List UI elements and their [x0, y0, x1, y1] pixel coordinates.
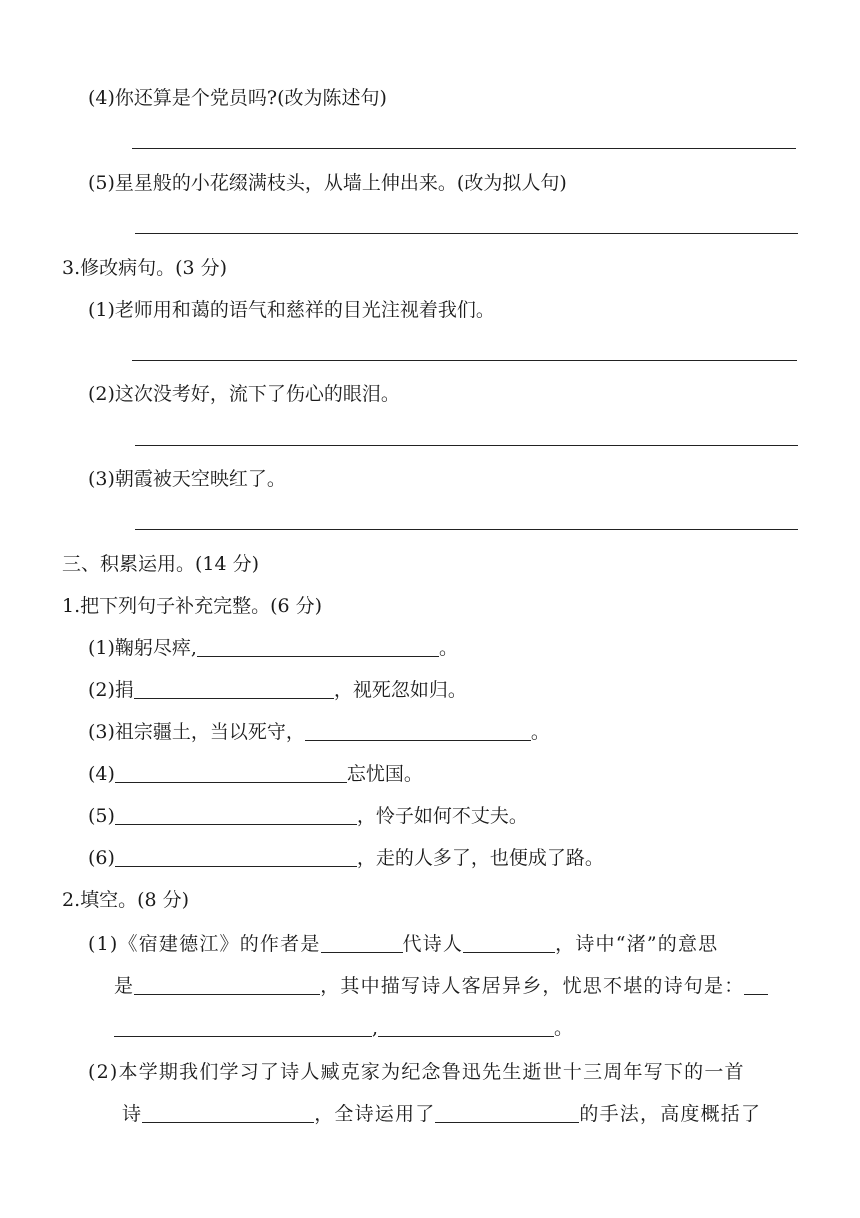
fill-para-1-line-2: 是 ，其中描写诗人客居异乡，忧思不堪的诗句是：	[114, 974, 768, 998]
fill-blank[interactable]	[435, 1104, 579, 1123]
question-3-heading: 3.修改病句。(3 分)	[62, 257, 228, 279]
fill-blank[interactable]	[744, 976, 768, 995]
answer-line[interactable]	[135, 233, 798, 234]
rewrite-item-5: (5)星星般的小花缀满枝头，从墙上伸出来。(改为拟人句)	[88, 172, 567, 194]
fill-line-2: (2)捐 ，视死忽如归。	[88, 679, 467, 701]
sick-sentence-2: (2)这次没考好，流下了伤心的眼泪。	[88, 383, 400, 405]
sick-sentence-1: (1)老师用和蔼的语气和慈祥的目光注视着我们。	[88, 299, 495, 321]
fill-blank[interactable]	[115, 848, 357, 867]
answer-line[interactable]	[135, 529, 798, 530]
fill-blank[interactable]	[378, 1018, 554, 1037]
section-3-heading: 三、积累运用。(14 分)	[62, 553, 260, 575]
answer-line[interactable]	[135, 445, 798, 446]
fill-line-4: (4) 忘忧国。	[88, 763, 423, 785]
fill-blank[interactable]	[142, 1104, 314, 1123]
sick-sentence-3: (3)朝霞被天空映红了。	[88, 468, 286, 490]
q2-heading: 2.填空。(8 分)	[62, 889, 190, 911]
fill-para-1-line-1: (1)《宿建德江》的作者是 代诗人 ，诗中“渚”的意思	[88, 933, 719, 955]
fill-blank[interactable]	[197, 638, 439, 657]
fill-blank[interactable]	[115, 764, 347, 783]
fill-line-3: (3)祖宗疆土，当以死守， 。	[88, 721, 550, 743]
fill-para-1-line-3: , 。	[114, 1016, 573, 1040]
answer-line[interactable]	[132, 360, 797, 361]
fill-line-1: (1)鞠躬尽瘁, 。	[88, 637, 458, 659]
rewrite-item-4: (4)你还算是个党员吗?(改为陈述句)	[88, 87, 387, 109]
fill-blank[interactable]	[305, 722, 531, 741]
fill-blank[interactable]	[134, 680, 334, 699]
fill-blank[interactable]	[321, 934, 403, 953]
fill-para-2-line-1: (2)本学期我们学习了诗人臧克家为纪念鲁迅先生逝世十三周年写下的一首	[88, 1061, 745, 1083]
fill-para-2-line-2: 诗 ，全诗运用了 的手法，高度概括了	[122, 1103, 762, 1125]
fill-blank[interactable]	[463, 934, 555, 953]
fill-blank[interactable]	[115, 806, 357, 825]
fill-blank[interactable]	[114, 1018, 372, 1037]
fill-line-6: (6) ，走的人多了，也便成了路。	[88, 847, 604, 869]
fill-line-5: (5) ，怜子如何不丈夫。	[88, 805, 528, 827]
q1-heading: 1.把下列句子补充完整。(6 分)	[62, 595, 323, 617]
fill-blank[interactable]	[134, 976, 320, 995]
answer-line[interactable]	[132, 148, 796, 149]
